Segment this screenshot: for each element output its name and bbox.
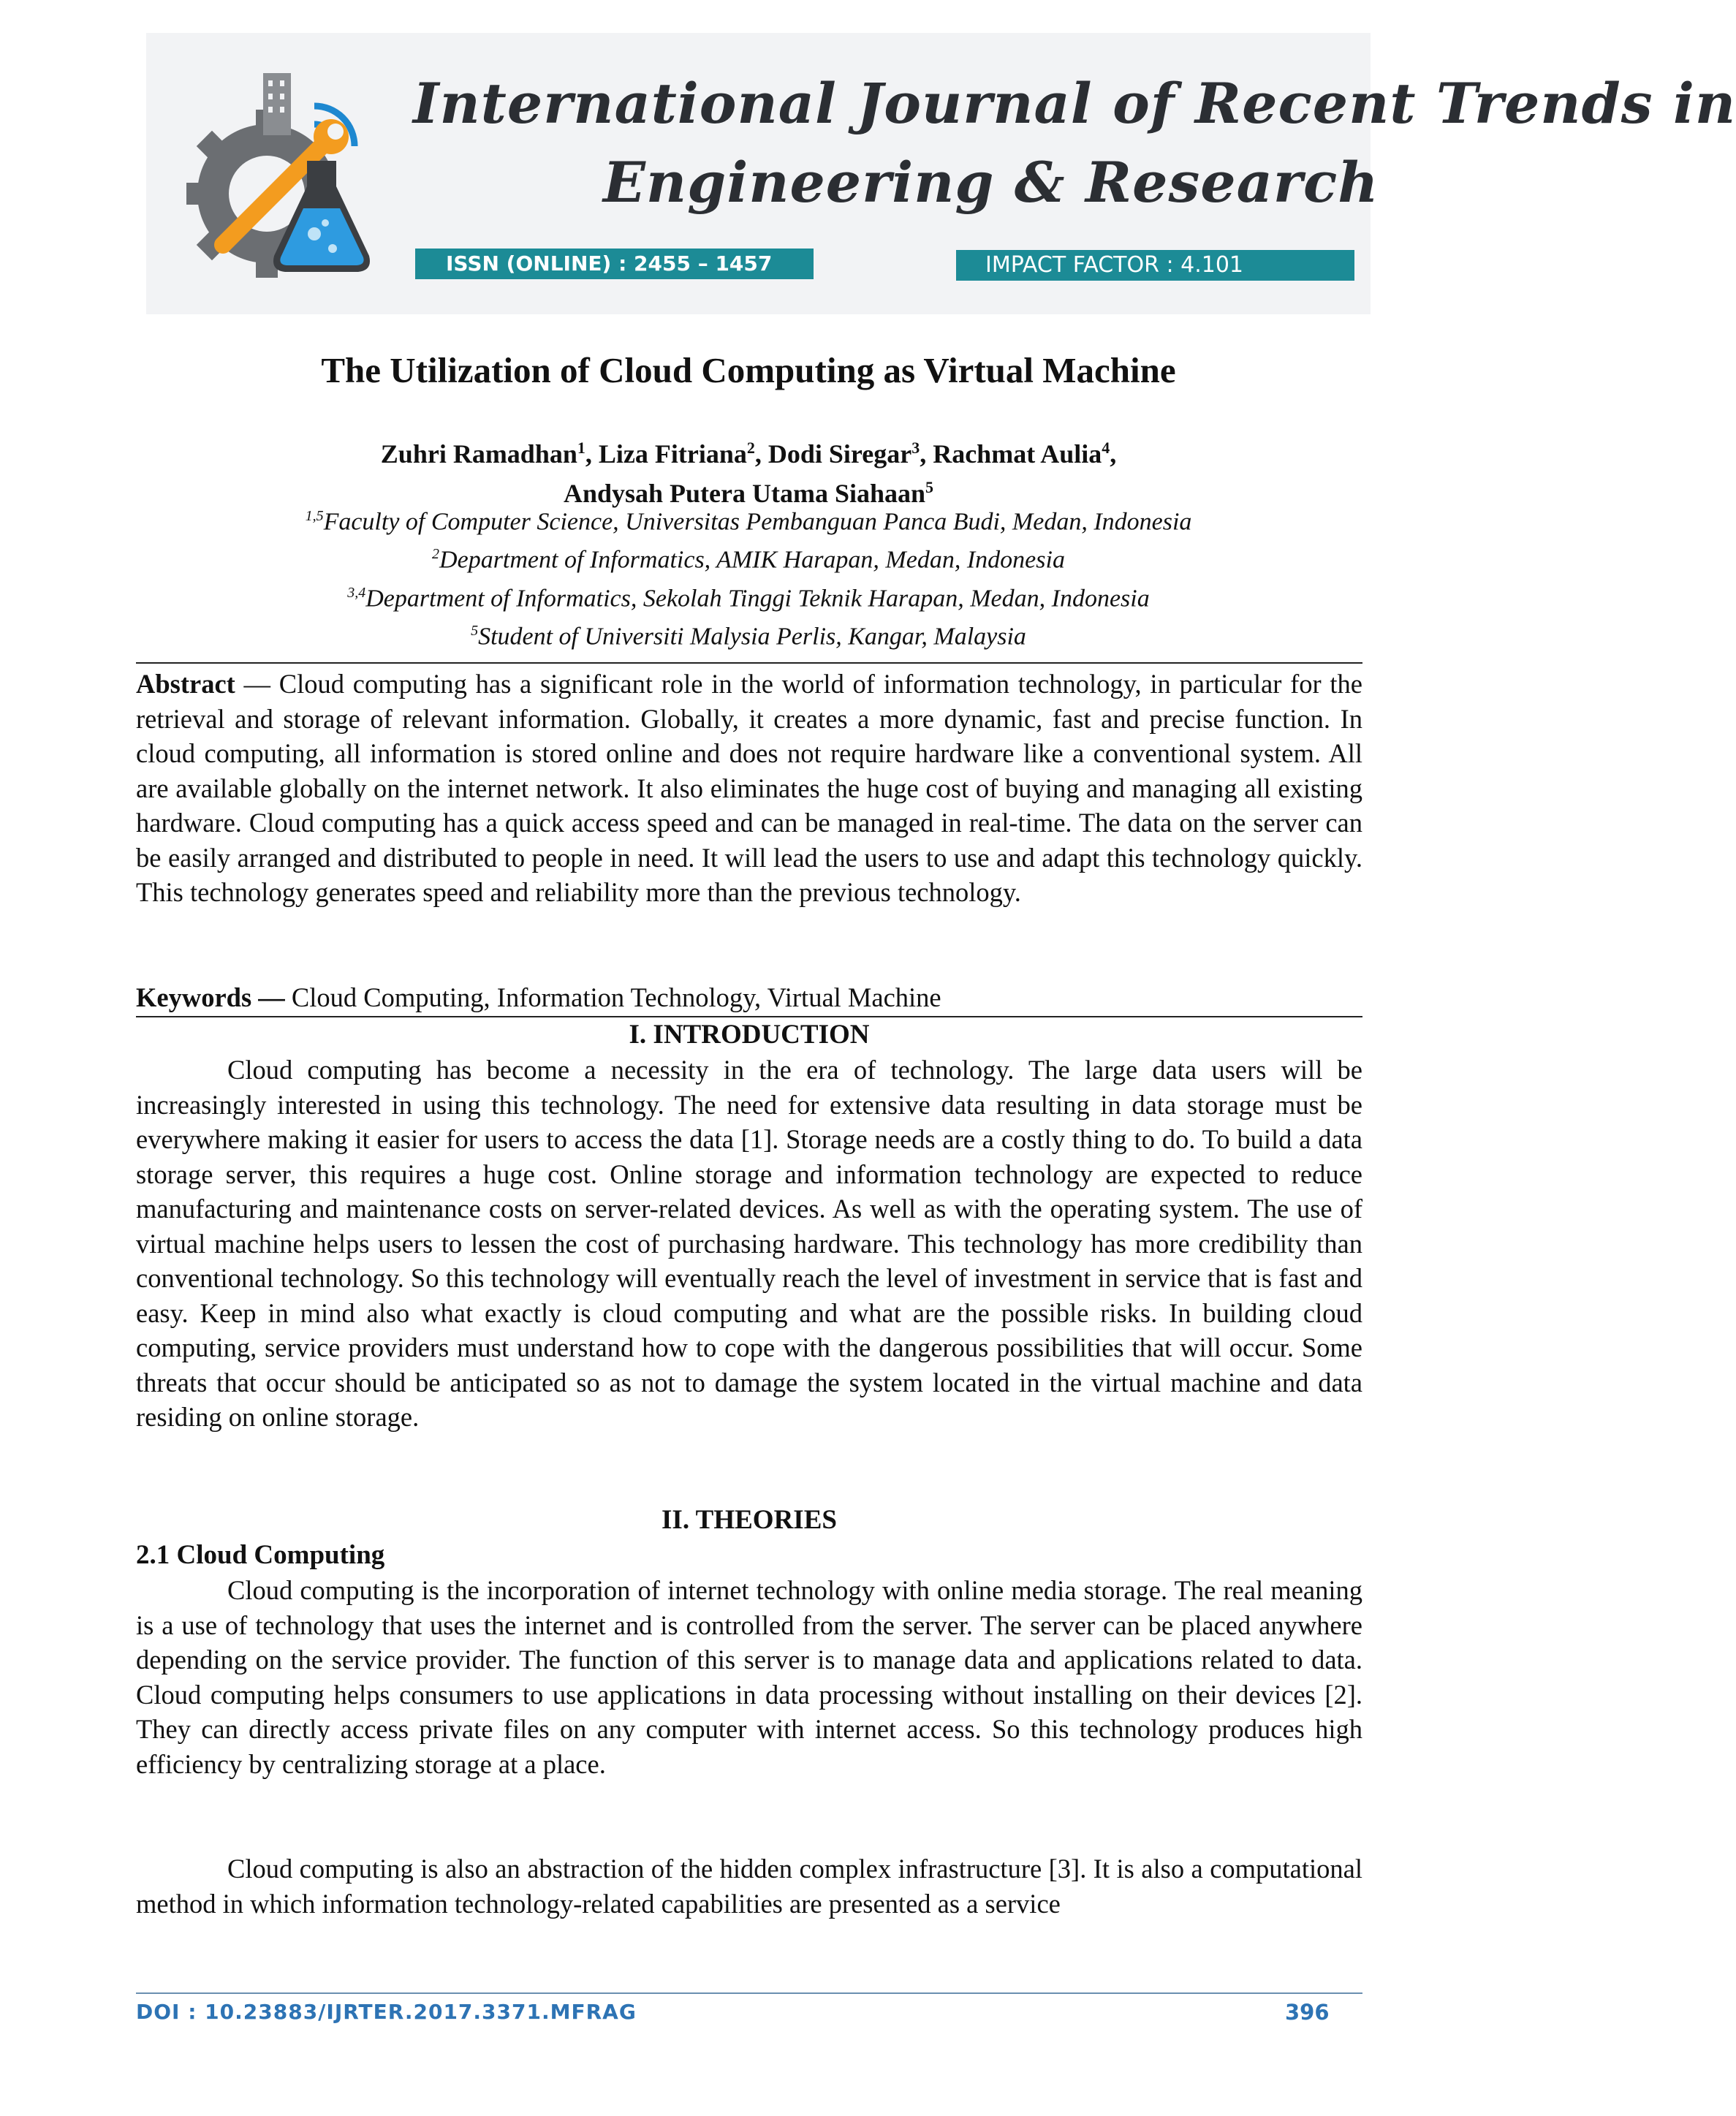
keywords-bottom-rule xyxy=(136,1016,1362,1017)
author-name: Liza Fitriana xyxy=(598,439,747,469)
footer-doi: DOI : 10.23883/IJRTER.2017.3371.MFRAG xyxy=(136,2000,637,2024)
author-affiliation-mark: 2 xyxy=(746,439,755,457)
journal-logo-icon xyxy=(179,66,391,285)
author-separator: , xyxy=(585,439,599,469)
author-separator: , xyxy=(754,439,768,469)
abstract-top-rule xyxy=(136,662,1362,664)
keywords-label: Keywords — xyxy=(136,982,285,1012)
keywords xyxy=(136,980,1362,1015)
affiliation-item xyxy=(0,538,1497,576)
author-affiliation-mark: 3 xyxy=(911,439,920,457)
affiliation-mark: 5 xyxy=(471,622,479,639)
cloud-computing-subheading: 2.1 Cloud Computing xyxy=(136,1540,385,1570)
author-affiliation-mark: 1 xyxy=(577,439,585,457)
author-name: Rachmat Aulia xyxy=(933,439,1102,469)
author-separator: , xyxy=(920,439,933,469)
introduction-heading: I. INTRODUCTION xyxy=(629,1020,870,1050)
journal-name-line2: Engineering & Research xyxy=(603,150,1379,215)
affiliation-text: Department of Informatics, Sekolah Tinggi Teknik Harapan, Medan, Indonesia xyxy=(365,584,1150,612)
cloud-computing-paragraph-1: Cloud computing is the incorporation of internet technology with online media storage. The real meaning is a use of technology that uses the internet and is controlled from the server. The server can be placed anywhere depending on the service provider. The function of this server is to manage data and applications related to data. Cloud computing helps consumers to use applications in data processing without installing on their devices [2]. They can directly access private files on any computer with internet access. So this technology produces high efficiency by centralizing storage at a place. xyxy=(136,1575,1362,1779)
affiliation-item xyxy=(0,615,1497,653)
affiliation-text: Faculty of Computer Science, Universitas Pembanguan Panca Budi, Medan, Indonesia xyxy=(323,508,1192,536)
journal-name-line1: International Journal of Recent Trends in xyxy=(413,71,1736,136)
abstract-label: Abstract xyxy=(136,669,235,699)
page-number: 396 xyxy=(1285,2000,1330,2025)
footer-rule xyxy=(136,1992,1362,1994)
journal-banner xyxy=(146,33,1736,314)
abstract-text: — Cloud computing has a significant role in the world of information technology, in particular for the retrieval and storage of relevant information. Globally, it creates a more dynamic, fast and precise function. In cloud computing, all information is stored online and does not require hardware like a conventional system. All are available globally on the internet network. It also eliminates the huge cost of buying and managing all existing hardware. Cloud computing has a quick access speed and can be managed in real-time. The data on the server can be easily arranged and distributed to people in need. It will lead the users to use and adapt this technology quickly. This technology generates speed and reliability more than the previous technology. xyxy=(136,669,1362,907)
issn-badge: ISSN (ONLINE) : 2455 – 1457 xyxy=(415,249,814,279)
affiliation-mark: 1,5 xyxy=(305,508,324,524)
affiliation-mark: 3,4 xyxy=(347,584,366,601)
author-name: Zuhri Ramadhan xyxy=(380,439,577,469)
author-line-1 xyxy=(0,431,1497,471)
author-name: Dodi Siregar xyxy=(767,439,912,469)
author-affiliation-mark: 5 xyxy=(925,478,934,496)
cloud-computing-paragraph-2: Cloud computing is also an abstraction of the hidden complex infrastructure [3]. It is also a computational method in which information technology-related capabilities are presented as a service xyxy=(136,1854,1362,1919)
author-name: Andysah Putera Utama Siahaan xyxy=(563,479,926,508)
affiliation-item xyxy=(0,500,1497,538)
affiliation-list xyxy=(0,500,1497,653)
introduction-paragraph: Cloud computing has become a necessity in the era of technology. The large data users will be increasingly interested in using this technology. The need for extensive data resulting in data storage must be everywhere making it easier for users to access the data [1]. Storage needs are a costly thing to do. To build a data storage server, this requires a huge cost. Online storage and information technology are expected to reduce manufacturing and maintenance costs on server-related devices. As well as with the operating system. The use of virtual machine helps users to lessen the cost of purchasing hardware. This technology has more credibility than conventional technology. So this technology will eventually reach the level of investment in service that is fast and easy. Keep in mind also what exactly is cloud computing and what are the possible risks. In building cloud computing, service providers must understand how to cope with the dangerous possibilities that will occur. Some threats that occur should be anticipated so as not to damage the system located in the virtual machine and data residing on online storage. xyxy=(136,1055,1362,1432)
impact-factor-badge: IMPACT FACTOR : 4.101 xyxy=(956,250,1354,281)
abstract xyxy=(136,667,1362,910)
affiliation-mark: 2 xyxy=(432,546,440,563)
affiliation-item xyxy=(0,577,1497,615)
keywords-text: Cloud Computing, Information Technology, Virtual Machine xyxy=(284,982,941,1012)
author-affiliation-mark: 4 xyxy=(1102,439,1110,457)
affiliation-text: Student of Universiti Malysia Perlis, Kangar, Malaysia xyxy=(478,623,1026,651)
affiliation-text: Department of Informatics, AMIK Harapan, Medan, Indonesia xyxy=(439,546,1065,574)
theories-heading: II. THEORIES xyxy=(662,1505,837,1535)
author-list xyxy=(0,431,1497,510)
author-separator: , xyxy=(1110,439,1117,469)
paper-title: The Utilization of Cloud Computing as Virtual Machine xyxy=(321,350,1176,390)
